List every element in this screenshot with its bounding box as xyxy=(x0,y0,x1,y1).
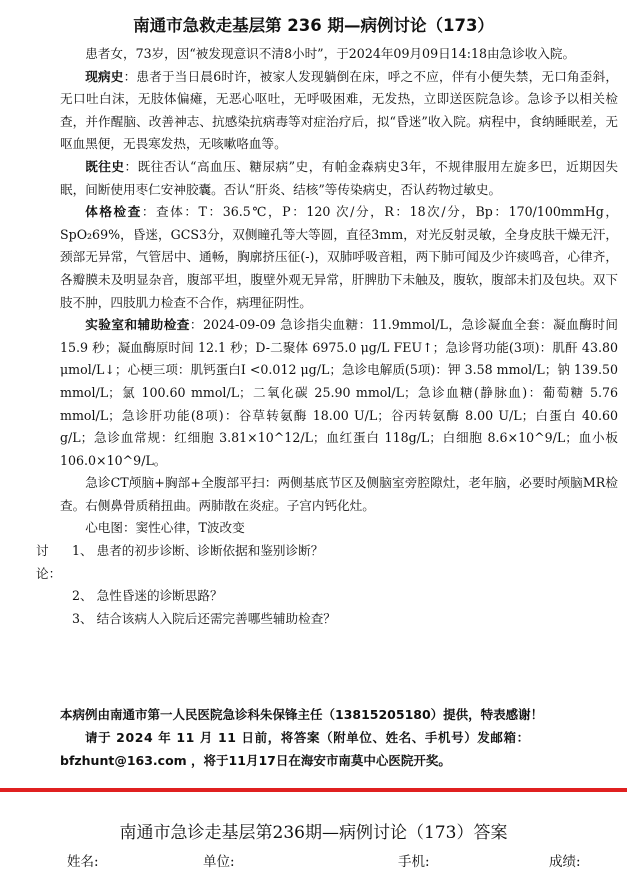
email-line: bfzhunt@163.com ，将于11月17日在海安市南莫中心医院开奖。 xyxy=(60,753,451,768)
unit-field-label: 单位: xyxy=(203,854,235,870)
present-illness-paragraph xyxy=(60,66,618,156)
score-field-label: 成绩: xyxy=(549,854,581,870)
answer-sheet-title: 南通市急诊走基层第236期—病例讨论（173）答案 xyxy=(119,823,508,843)
answer-fields-row xyxy=(0,850,627,870)
document-title: 南通市急救走基层第 236 期—病例讨论（173） xyxy=(133,16,494,35)
present-illness-text: ：患者于当日晨6时许，被家人发现躺倒在床，呼之不应，伴有小便失禁，无口角歪斜，无口吐白沫，无肢体偏瘫，无恶心呕吐，无呼吸困难，无发热，立即送医院急诊。急诊予以相关检查，并作醒脑、改善神志、抗感染抗病毒等对症治疗后，拟“昏迷”收入院。病程中，食纳睡眠差，无呕血黑便，无畏寒发热，无咳嗽咯血等。 xyxy=(60,68,619,152)
past-history-text: ：既往否认“高血压、糖尿病”史，有帕金森病史3年，不规律服用左旋多巴，近期因失眠，间断使用枣仁安神胶囊。否认“肝炎、结核”等传染病史，否认药物过敏史。 xyxy=(60,158,619,197)
phone-field-label: 手机: xyxy=(398,854,430,870)
submission-line: 请于 2024 年 11 月 11 日前，将答案（附单位、姓名、手机号）发邮箱： xyxy=(85,730,530,745)
physical-exam-text: ：查体：T：36.5℃，P：120 次/分，R：18次/分，Bp：170/100mmHg，SpO₂69%，昏迷，GCS3分，双侧瞳孔等大等圆，直径3mm，对光反射灵敏，全身皮肤干燥无汗，颈部无异常，气管居中、通畅，胸廓挤压征(-)，双肺呼吸音粗，两下肺可闻及少许痰鸣音，心律齐，各瓣膜未及明显杂音，腹部平坦，腹壁外观无异常，肝脾肋下未触及，腹软，腹部未扪及包块。双下肢不肿，四肢肌力检查不合作，病理征阴性。 xyxy=(60,204,618,310)
ct-paragraph: 急诊CT颅脑+胸部+全腹部平扫：两侧基底节区及侧脑室旁腔隙灶，老年脑，必要时颅脑MR检查。右侧鼻骨质稍扭曲。两肺散在炎症。子宫内钙化灶。 xyxy=(60,475,618,513)
lab-exam-text: ：2024-09-09 急诊指尖血糖：11.9mmol/L，急诊凝血全套：凝血酶时间 15.9 秒；凝血酶原时间 12.1 秒；D-二聚体 6975.0 μg/L FEU↑；急诊肾功能(3项)：肌酐 43.80 μmol/L↓；心梗三项：肌钙蛋白I <0.012 μg/L；急诊电解质(5项)：钾 3.58 mmol/L；钠 139.50 mmol/L；氯 100.60 mmol/L；二氧化碳 25.90 mmol/L；急诊血糖(静脉血)：葡萄糖 5.76 mmol/L；急诊肝功能(8项)：谷草转氨酶 18.00 U/L；谷丙转氨酶 8.00 U/L；白蛋白 40.60 g/L；急诊血常规：红细胞 3.81×10^12/L；血红蛋白 118g/L；白细胞 8.6×10^9/L；血小板 106.0×10^9/L。 xyxy=(60,317,619,468)
red-divider xyxy=(0,788,627,792)
past-history-paragraph xyxy=(60,156,618,201)
ecg-paragraph: 心电图：窦性心律，T波改变 xyxy=(85,520,245,536)
discussion-section xyxy=(36,540,618,630)
credit-block xyxy=(60,703,620,772)
intro-paragraph: 患者女，73岁，因“被发现意识不清8小时”，于2024年09月09日14:18由急诊收入院。 xyxy=(85,46,576,61)
discussion-item: 3、 结合该病人入院后还需完善哪些辅助检查？ xyxy=(72,610,336,626)
physical-exam-paragraph xyxy=(60,201,618,314)
case-body xyxy=(36,43,619,630)
name-field-label: 姓名: xyxy=(67,854,99,870)
discussion-item: 1、 患者的初步诊断、诊断依据和鉴别诊断？ xyxy=(72,543,324,559)
lab-exam-label: 实验室和辅助检查 xyxy=(85,317,190,333)
present-illness-label: 现病史 xyxy=(85,68,124,84)
discussion-item: 2、 急性昏迷的诊断思路？ xyxy=(72,588,223,604)
past-history-label: 既往史 xyxy=(85,158,125,174)
credit-line: 本病例由南通市第一人民医院急诊科朱保锋主任（13815205180）提供，特表感谢！ xyxy=(60,707,544,722)
lab-exam-paragraph xyxy=(60,314,618,472)
discussion-label: 讨论： xyxy=(36,543,62,581)
physical-exam-label: 体格检查 xyxy=(85,204,142,220)
discussion-row-1 xyxy=(36,540,618,585)
